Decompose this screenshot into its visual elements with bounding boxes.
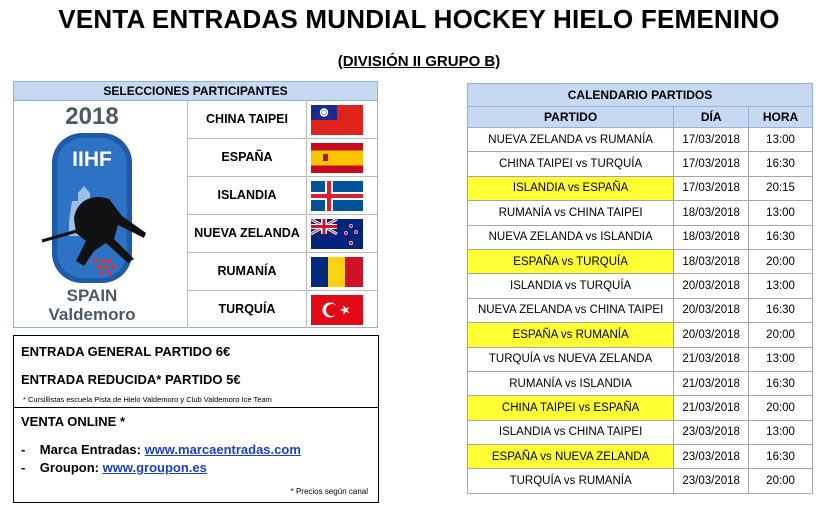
time-cell: 13:00 [749, 347, 813, 371]
team-row [188, 139, 378, 177]
column-header-match: PARTIDO [468, 107, 674, 128]
time-cell: 13:00 [749, 420, 813, 444]
table-row [468, 201, 813, 225]
match-cell: RUMANÍA vs CHINA TAIPEI [468, 201, 674, 225]
logo-city: Valdemoro [48, 305, 136, 324]
time-cell: 20:00 [749, 323, 813, 347]
team-name: ISLANDIA [188, 177, 307, 214]
team-row [188, 177, 378, 215]
team-name: RUMANÍA [188, 253, 307, 290]
match-cell: ESPAÑA vs TURQUÍA [468, 249, 674, 273]
date-cell: 21/03/2018 [674, 347, 749, 371]
iceland-flag-icon [311, 181, 363, 211]
match-cell: ISLANDIA vs CHINA TAIPEI [468, 420, 674, 444]
date-cell: 18/03/2018 [674, 225, 749, 249]
match-cell: NUEVA ZELANDA vs CHINA TAIPEI [468, 298, 674, 322]
team-row [188, 291, 378, 329]
groupon-link[interactable]: www.groupon.es [102, 460, 207, 475]
time-cell: 13:00 [749, 201, 813, 225]
calendar-header: CALENDARIO PARTIDOS [468, 84, 813, 107]
column-header-time: HORA [749, 107, 813, 128]
match-cell: CHINA TAIPEI vs ESPAÑA [468, 396, 674, 420]
groupon-line [21, 460, 207, 475]
match-cell: RUMANÍA vs ISLANDIA [468, 371, 674, 395]
table-row [468, 371, 813, 395]
online-sales-title: VENTA ONLINE * [21, 414, 126, 429]
match-calendar-table [467, 83, 813, 494]
table-row [468, 249, 813, 273]
table-row [468, 420, 813, 444]
time-cell: 16:30 [749, 225, 813, 249]
time-cell: 20:15 [749, 176, 813, 200]
participants-panel [13, 81, 378, 328]
team-row [188, 101, 378, 139]
prices-divider [14, 407, 378, 408]
reduced-price-note: * Cursillistas escuela Pista de Hielo Valdemoro y Club Valdemoro Ice Team [23, 395, 272, 404]
team-name: CHINA TAIPEI [188, 101, 307, 138]
time-cell: 20:00 [749, 396, 813, 420]
bullet: - [21, 460, 26, 475]
match-cell: ESPAÑA vs RUMANÍA [468, 323, 674, 347]
table-row [468, 274, 813, 298]
groupon-label: Groupon: [39, 460, 100, 475]
team-name: ESPAÑA [188, 139, 307, 176]
taiwan-flag-icon [311, 105, 363, 135]
reduced-price: ENTRADA REDUCIDA* PARTIDO 5€ [21, 372, 241, 387]
match-cell: TURQUÍA vs NUEVA ZELANDA [468, 347, 674, 371]
logo-brand: IIHF [72, 148, 112, 171]
date-cell: 23/03/2018 [674, 469, 749, 493]
spain-flag-icon [311, 143, 363, 173]
date-cell: 17/03/2018 [674, 176, 749, 200]
logo-year: 2018 [65, 103, 119, 130]
date-cell: 23/03/2018 [674, 420, 749, 444]
time-cell: 16:30 [749, 371, 813, 395]
table-row [468, 445, 813, 469]
match-cell: ISLANDIA vs ESPAÑA [468, 176, 674, 200]
event-logo [14, 101, 188, 328]
general-price: ENTRADA GENERAL PARTIDO 6€ [21, 344, 231, 359]
time-cell: 16:30 [749, 152, 813, 176]
bullet: - [21, 442, 26, 457]
time-cell: 20:00 [749, 469, 813, 493]
date-cell: 20/03/2018 [674, 298, 749, 322]
prices-panel [13, 335, 379, 503]
team-name: NUEVA ZELANDA [188, 215, 307, 252]
table-row [468, 347, 813, 371]
table-row [468, 396, 813, 420]
table-row [468, 128, 813, 152]
team-name: TURQUÍA [188, 291, 307, 328]
marca-label: Marca Entradas: [39, 442, 141, 457]
table-row [468, 298, 813, 322]
time-cell: 13:00 [749, 274, 813, 298]
page-subtitle: (DIVISIÓN II GRUPO B) [337, 53, 501, 70]
time-cell: 20:00 [749, 249, 813, 273]
table-row [468, 176, 813, 200]
date-cell: 18/03/2018 [674, 201, 749, 225]
logo-country: SPAIN [66, 286, 118, 305]
date-cell: 18/03/2018 [674, 249, 749, 273]
column-header-date: DÍA [674, 107, 749, 128]
marca-entradas-link[interactable]: www.marcaentradas.com [144, 442, 301, 457]
turkey-flag-icon [311, 295, 363, 325]
match-cell: ISLANDIA vs TURQUÍA [468, 274, 674, 298]
page-title: VENTA ENTRADAS MUNDIAL HOCKEY HIELO FEMENINO [58, 4, 780, 34]
date-cell: 20/03/2018 [674, 274, 749, 298]
iihf-logo-icon [14, 101, 187, 328]
date-cell: 21/03/2018 [674, 396, 749, 420]
match-cell: TURQUÍA vs RUMANÍA [468, 469, 674, 493]
time-cell: 16:30 [749, 298, 813, 322]
date-cell: 17/03/2018 [674, 128, 749, 152]
team-row [188, 215, 378, 253]
date-cell: 23/03/2018 [674, 445, 749, 469]
new-zealand-flag-icon [311, 219, 363, 249]
date-cell: 21/03/2018 [674, 371, 749, 395]
date-cell: 17/03/2018 [674, 152, 749, 176]
table-row [468, 225, 813, 249]
team-row [188, 253, 378, 291]
table-row [468, 152, 813, 176]
marca-line [21, 442, 301, 457]
price-channel-note: * Precios según canal [290, 487, 368, 496]
time-cell: 13:00 [749, 128, 813, 152]
table-row [468, 323, 813, 347]
table-row [468, 469, 813, 493]
match-cell: NUEVA ZELANDA vs ISLANDIA [468, 225, 674, 249]
match-cell: CHINA TAIPEI vs TURQUÍA [468, 152, 674, 176]
match-cell: ESPAÑA vs NUEVA ZELANDA [468, 445, 674, 469]
time-cell: 16:30 [749, 445, 813, 469]
match-cell: NUEVA ZELANDA vs RUMANÍA [468, 128, 674, 152]
romania-flag-icon [311, 257, 363, 287]
date-cell: 20/03/2018 [674, 323, 749, 347]
participants-header: SELECCIONES PARTICIPANTES [14, 82, 377, 101]
